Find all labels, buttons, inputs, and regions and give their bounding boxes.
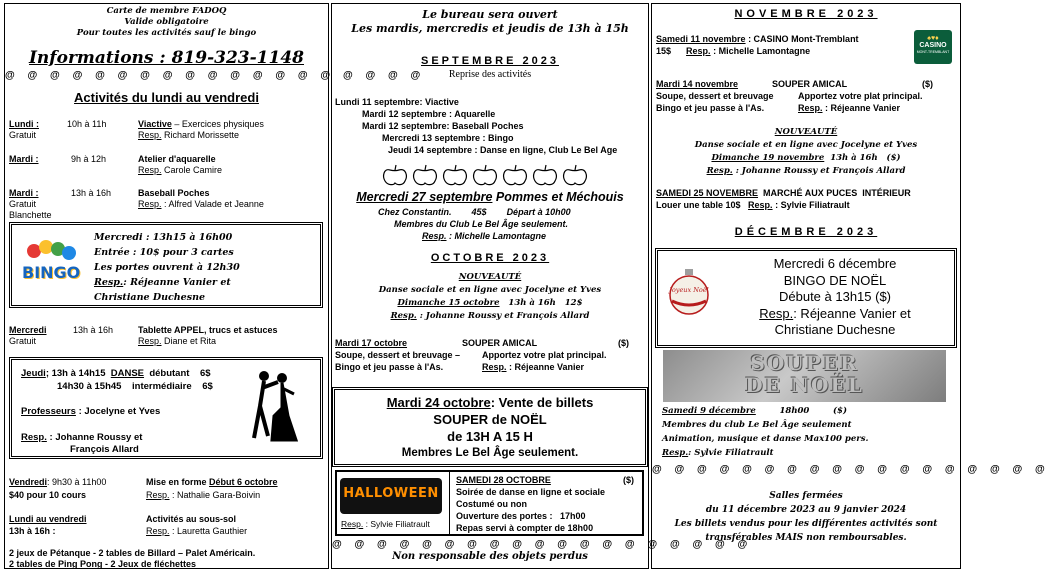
- resp-label: Resp.: [748, 200, 773, 210]
- resp-name: François Allard: [70, 444, 139, 455]
- event-detail: INTÉRIEUR: [862, 188, 911, 198]
- location: Chez Constantin.: [378, 207, 452, 217]
- event-detail: Soupe, dessert et breuvage: [656, 91, 774, 101]
- flea-market-line: [656, 188, 911, 199]
- casino-price-line: [656, 46, 810, 57]
- resp-label: Resp.: [146, 490, 170, 500]
- resp-label: Resp.: [686, 46, 711, 56]
- flea-market-detail: [656, 200, 850, 211]
- banner-text: DE NOËL: [745, 373, 864, 397]
- day-label: Lundi :: [9, 119, 39, 129]
- level-label: intermédiaire: [132, 381, 192, 392]
- event-date: Mardi 17 octobre: [335, 338, 408, 348]
- pommes-details: [378, 207, 571, 218]
- resp-name: : Réjeanne Vanier: [825, 103, 901, 113]
- activity-line: [138, 119, 264, 130]
- month-title: DÉCEMBRE 2023: [734, 226, 878, 238]
- time-label: 10h à 11h: [67, 119, 107, 129]
- event-detail: Apportez votre plat principal.: [482, 350, 607, 360]
- resp-name: : Alfred Valade et Jeanne: [164, 199, 264, 209]
- list-item: [9, 119, 39, 130]
- new-badge: NOUVEAUTÉ: [774, 127, 838, 137]
- resp-label: Resp.: [759, 305, 794, 321]
- resp-name: : Johanne Roussy et: [49, 432, 143, 443]
- bingo-line: Entrée : 10$ pour 3 cartes: [94, 247, 234, 258]
- resp-name: : Nathalie Gara-Boivin: [172, 490, 261, 500]
- price-label: ($): [886, 153, 901, 163]
- office-hours: [332, 8, 648, 36]
- halloween-title-line: [456, 475, 551, 486]
- day-label: Lundi au vendredi: [9, 514, 87, 524]
- event-date: Dimanche 15 octobre: [397, 298, 500, 308]
- price-label: 15$: [656, 46, 672, 56]
- resp-name: : Michelle Lamontagne: [713, 46, 811, 56]
- dancers-image: [252, 368, 296, 448]
- bingo-noel-box: [655, 248, 957, 348]
- resp-label: Resp.: [390, 311, 417, 321]
- event-date: Mardi 14 novembre: [656, 79, 739, 89]
- resp-name: : Johanne Roussy et François Allard: [735, 166, 906, 176]
- time-label: 18h00: [779, 406, 810, 416]
- resp-label: Resp.: [94, 277, 124, 288]
- resp-line: [652, 166, 960, 176]
- resp-line: [146, 526, 247, 537]
- price-label: 6$: [202, 381, 213, 392]
- event-name: MARCHÉ AUX PUCES: [763, 188, 858, 198]
- resp-name: : Sylvie Filiatrault: [365, 519, 430, 529]
- at-divider: @ @ @ @ @ @ @ @ @ @ @ @ @ @ @ @ @ @ @: [5, 70, 426, 81]
- dance-line-2: [57, 381, 213, 392]
- membership-note: [5, 6, 328, 39]
- resp-name: Richard Morissette: [164, 130, 240, 140]
- resp-label: Resp.: [146, 526, 170, 536]
- resp-label: Resp.: [706, 166, 733, 176]
- event-detail: Louer une table 10$: [656, 200, 741, 210]
- right-column: [651, 3, 1050, 569]
- resp-line: [332, 311, 648, 321]
- start-date: Début 6 octobre: [209, 477, 278, 487]
- schedule-line: Mardi 12 septembre : Aquarelle: [362, 109, 496, 119]
- event-detail: Bingo et jeu passe à l'As.: [335, 362, 444, 372]
- event-date: SAMEDI 28 OCTOBRE: [456, 475, 551, 485]
- resp-label: Resp.: [138, 165, 162, 175]
- event-date: Dimanche 19 novembre: [711, 153, 825, 163]
- price-note: Gratuit: [9, 199, 37, 209]
- section-title: Activités du lundi au vendredi: [74, 90, 259, 105]
- resp-name: : Réjeanne Vanier: [509, 362, 585, 372]
- resp-name: : Sylvie Filiatrault: [688, 448, 774, 458]
- price-label: ($): [922, 79, 933, 89]
- amical-title-line: [656, 79, 738, 90]
- casino-line: [656, 34, 859, 45]
- resp-label: Resp.: [422, 231, 447, 241]
- halloween-logo: [340, 478, 442, 514]
- resp-line: [422, 231, 546, 242]
- price-label: 6$: [199, 368, 211, 379]
- teachers-label: Professeurs: [21, 406, 76, 417]
- at-divider: @ @ @ @ @ @ @ @ @ @ @ @ @ @ @ @ @ @ @: [332, 539, 753, 550]
- bingo-noel-text: [720, 256, 950, 339]
- event-name: SOUPER de NOËL: [433, 412, 547, 427]
- casino-logo: [914, 30, 952, 64]
- time-label: 13h à 16h: [73, 325, 114, 335]
- members-note: Membres du Club Le Bel Âge seulement.: [394, 219, 569, 229]
- price-label: 12$: [564, 298, 583, 308]
- event-detail: Apportez votre plat principal.: [798, 91, 923, 101]
- doors-label: Ouverture des portes :: [456, 511, 553, 521]
- halloween-box: [335, 470, 644, 536]
- schedule-line: Lundi 11 septembre: Viactive: [335, 97, 459, 107]
- day-label: Mercredi: [9, 325, 47, 335]
- equipment-line: 2 tables de Ping Pong - 2 Jeux de fléchettes: [9, 559, 197, 569]
- casino-logo-text: CASINO: [919, 42, 947, 49]
- event-detail: [456, 511, 586, 522]
- bingo-logo: [22, 239, 80, 287]
- resp-label: Resp.: [21, 432, 47, 443]
- event-detail: Soirée de danse en ligne et sociale: [456, 487, 606, 497]
- resp-label: Resp.: [138, 199, 162, 209]
- resp-label: Resp.: [138, 130, 162, 140]
- resp-line: [146, 490, 260, 501]
- members-note: Membres Le Bel Âge seulement.: [401, 447, 579, 459]
- dance-announcement: Danse sociale et en ligne avec Jocelyne et Yves: [378, 285, 602, 295]
- resp-name: Christiane Duchesne: [94, 292, 206, 303]
- time-label: 13h à 16h :: [9, 526, 56, 536]
- month-subtitle: Reprise des activités: [448, 69, 532, 80]
- event-date: Samedi 9 décembre: [662, 406, 756, 416]
- teachers-line: [21, 406, 160, 417]
- membership-line: Carte de membre FADOQ: [106, 6, 227, 16]
- resp-name: : Johanne Roussy et François Allard: [419, 311, 590, 321]
- resp-line: [138, 130, 239, 141]
- closure-line: du 11 décembre 2023 au 9 janvier 2024: [705, 505, 907, 515]
- membership-line: Pour toutes les activités sauf le bingo: [76, 28, 257, 38]
- members-note: Membres du club Le Bel Âge seulement: [662, 420, 852, 430]
- activity-desc: – Exercices physiques: [174, 119, 264, 129]
- time-label: : 9h30 à 11h00: [47, 477, 107, 487]
- resp-name-continued: Blanchette: [9, 210, 52, 220]
- resp-line: [21, 432, 142, 443]
- office-line: Les mardis, mercredis et jeudis de 13h à 15h: [351, 22, 629, 35]
- closure-line: transférables MAIS non remboursables.: [705, 533, 907, 543]
- schedule-line: Mardi 12 septembre: Baseball Poches: [362, 121, 524, 131]
- resp-line: [798, 103, 900, 114]
- closure-line: Les billets vendus pour les différentes activités sont: [674, 519, 938, 529]
- halloween-logo-text: HALLOWEEN: [343, 486, 439, 501]
- event-name: Pommes et Méchouis: [495, 190, 624, 204]
- price-note: Gratuit: [9, 130, 37, 140]
- day-label: Vendredi: [9, 477, 48, 487]
- event-detail: Costumé ou non: [456, 499, 527, 509]
- event-detail: Animation, musique et danse Max100 pers.: [662, 434, 869, 444]
- resp-name: : Réjeanne Vanier et: [123, 277, 231, 288]
- at-divider: @ @ @ @ @ @ @ @ @ @ @ @ @ @ @ @ @ @: [652, 464, 1050, 475]
- bingo-details: [94, 230, 240, 305]
- activity-name: Activités au sous-sol: [146, 514, 237, 524]
- apples-decoration: [382, 164, 592, 186]
- event-date: Mardi 24 octobre: [386, 395, 491, 410]
- event-name: SOUPER AMICAL: [462, 338, 538, 348]
- resp-name: Diane et Rita: [164, 336, 217, 346]
- event-date: SAMEDI 25 NOVEMBRE: [656, 188, 759, 198]
- apples-icon: [382, 164, 592, 186]
- banner-text: SOUPER: [750, 351, 859, 375]
- resp-line: [138, 336, 216, 347]
- time-label: 13h à 16h: [508, 298, 556, 308]
- resp-name: : Lauretta Gauthier: [172, 526, 248, 536]
- equipment-line: 2 jeux de Pétanque - 2 tables de Billard – Palet Américain.: [9, 548, 256, 558]
- amical-title-line: [335, 338, 407, 349]
- event-detail: Soupe, dessert et breuvage –: [335, 350, 461, 360]
- bingo-box: [9, 222, 323, 308]
- dance-announcement: Danse sociale et en ligne avec Jocelyne et Yves: [694, 140, 918, 150]
- month-title: OCTOBRE 2023: [430, 252, 550, 264]
- event-date: Samedi 11 novembre: [656, 34, 746, 44]
- month-title: SEPTEMBRE 2023: [421, 55, 559, 67]
- lost-items-note: Non responsable des objets perdus: [392, 551, 588, 562]
- closure-line: Salles fermées: [769, 491, 843, 501]
- time-label: 9h à 12h: [71, 154, 107, 164]
- office-line: Le bureau sera ouvert: [422, 8, 558, 21]
- time-label: de 13H A 15 H: [447, 429, 533, 444]
- ticket-sale-box: [332, 387, 648, 467]
- activity-name: Baseball Poches: [138, 188, 210, 198]
- time-label: 17h00: [560, 511, 586, 521]
- divider: [449, 472, 450, 534]
- resp-label: Resp.: [138, 336, 162, 346]
- souper-details: [662, 404, 868, 460]
- level-label: débutant: [149, 368, 190, 379]
- time-label: Débute à 13h15 ($): [778, 289, 892, 304]
- activity-name: Viactive: [138, 119, 172, 129]
- resp-name: Christiane Duchesne: [774, 322, 896, 337]
- info-phone-title: Informations : 819-323-1148: [28, 48, 304, 68]
- price-label: 45$: [471, 207, 487, 217]
- schedule-line: Mercredi 13 septembre : Bingo: [382, 133, 514, 143]
- resp-line: [138, 199, 264, 210]
- resp-line: [341, 519, 430, 530]
- time-label: ; 13h à 14h15: [45, 368, 106, 379]
- event-name: SOUPER AMICAL: [772, 79, 848, 89]
- dancers-icon: [252, 368, 296, 448]
- event-date: Mercredi 6 décembre: [773, 256, 897, 271]
- dance-date-line: [332, 298, 648, 308]
- departure-time: Départ à 10h00: [506, 207, 571, 217]
- price-note: Gratuit: [9, 336, 37, 346]
- event-name: : Vente de billets: [490, 395, 594, 410]
- resp-line: [138, 165, 222, 176]
- pommes-title: [332, 190, 648, 204]
- activity-line: [146, 477, 278, 488]
- activity-name: Mise en forme: [146, 477, 207, 487]
- event-place: : CASINO Mont-Tremblant: [748, 34, 859, 44]
- price-label: ($): [618, 338, 629, 348]
- casino-icon: ♠♥♦: [927, 35, 939, 42]
- time-label: 13h à 16h: [71, 188, 112, 198]
- dance-line-1: [21, 368, 211, 379]
- dance-date-line: [652, 153, 960, 163]
- event-date: Mercredi 27 septembre: [356, 190, 493, 204]
- ticket-sale-text: [335, 394, 645, 462]
- day-label: Mardi :: [9, 188, 39, 198]
- resp-label: Resp.: [341, 519, 364, 529]
- time-label: 14h30 à 15h45: [57, 381, 122, 392]
- price-label: ($): [623, 475, 634, 485]
- resp-name: : Sylvie Filiatrault: [775, 200, 850, 210]
- resp-line: [482, 362, 584, 373]
- event-name: BINGO DE NOËL: [783, 272, 887, 288]
- membership-line: Valide obligatoire: [124, 17, 209, 27]
- dance-label: DANSE: [110, 368, 145, 379]
- price-note: $40 pour 10 cours: [9, 490, 87, 500]
- ornament-image: [668, 269, 710, 315]
- teachers-names: : Jocelyne et Yves: [78, 406, 161, 417]
- new-badge: NOUVEAUTÉ: [458, 272, 522, 282]
- resp-name: : Michelle Lamontagne: [449, 231, 547, 241]
- event-detail: Repas servi à compter de 18h00: [456, 523, 594, 533]
- bingo-line: Mercredi : 13h15 à 16h00: [94, 232, 233, 243]
- resp-label: Resp.: [482, 362, 507, 372]
- month-title: NOVEMBRE 2023: [734, 8, 878, 20]
- dance-box: [9, 357, 323, 459]
- resp-label: Resp.: [662, 448, 689, 458]
- bingo-line: Les portes ouvrent à 12h30: [94, 262, 240, 273]
- day-label: Mardi :: [9, 154, 39, 164]
- ornament-text: Joyeux Noël: [669, 286, 709, 294]
- activity-name: Tablette APPEL, trucs et astuces: [138, 325, 278, 335]
- resp-label: Resp.: [798, 103, 823, 113]
- schedule-line: Jeudi 14 septembre : Danse en ligne, Club Le Bel Age: [388, 145, 618, 155]
- casino-logo-text: MONT-TREMBLANT: [916, 50, 950, 54]
- resp-name: : Réjeanne Vanier et: [793, 305, 911, 321]
- day-label: Jeudi: [21, 368, 46, 379]
- resp-name: Carole Camire: [164, 165, 223, 175]
- time-label: 13h à 16h: [830, 153, 878, 163]
- activity-name: Atelier d'aquarelle: [138, 154, 216, 164]
- vendredi-line: [9, 477, 106, 488]
- bingo-logo-text: BINGO: [22, 263, 81, 282]
- price-label: ($): [833, 406, 847, 416]
- closure-notice: [652, 489, 960, 545]
- souper-noel-banner: [663, 350, 946, 402]
- event-detail: Bingo et jeu passe à l'As.: [656, 103, 765, 113]
